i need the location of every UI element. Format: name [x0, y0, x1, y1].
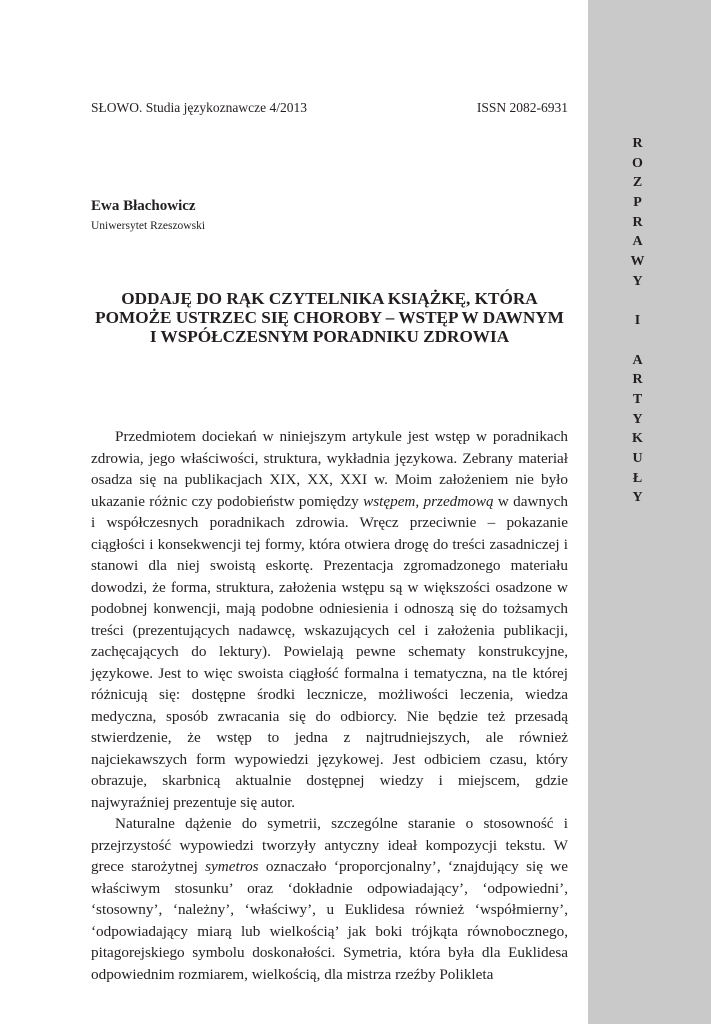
emphasis: przedmową — [423, 492, 494, 510]
sidebar-letter-gap — [588, 331, 687, 351]
sidebar-letter: Y — [632, 273, 643, 289]
section-sidebar — [588, 0, 711, 1024]
paragraph: Przedmiotem dociekań w niniejszym artykule jest wstęp w poradnikach zdrowia, jego właściwości, struktura, wykładnia językowa. Zebrany materiał osadza się na publikacjach XIX, XX, XXI w. Moim założeniem nie było ukazanie różnic czy podobieństw pomiędzy wstępem, przedmową w dawnych i współczesnych poradnikach zdrowia. Wręcz przeciwnie – pokazanie ciągłości i konsekwencji tej formy, która otwiera drogę do treści zasadniczej i stanowi dla niej swoistą eskortę. Prezentacja zgromadzonego materiału dowodzi, że forma, struktura, założenia wstępu są w większości osadzone w podobnej konwencji, mają podobne odniesienia i odnoszą się do tożsamych treści (prezentujących nadawcę, wskazujących cel i założenia publikacji, zachęcających do lektury). Powielają pewne schematy konstrukcyjne, językowe. Jest to więc swoista ciągłość formalna i tematyczna, na tle której różnicują się: dostępne środki lecznicze, możliwości leczenia, wiedza medyczna, sposób zwracania się do odbiorcy. Nie będzie też przesadą stwierdzenie, że wstęp to jedna z najtrudniejszych, ale również najciekawszych form wypowiedzi językowej. Jest odbiciem czasu, który obrazuje, skarbnicą aktualnie dostępnej wiedzy i miejscem, gdzie najwyraźniej prezentuje się autor. — [91, 428, 569, 811]
sidebar-letter: I — [634, 313, 641, 329]
sidebar-letter-gap — [588, 292, 687, 312]
sidebar-letter: Z — [632, 175, 643, 191]
article-body — [91, 426, 568, 985]
journal-name: SŁOWO. Studia językoznawcze 4/2013 — [91, 100, 307, 115]
article-title: ODDAJĘ DO RĄK CZYTELNIKA KSIĄŻKĘ, KTÓRA POMOŻE USTRZEC SIĘ CHOROBY – WSTĘP W DAWNYM I WSPÓŁCZESNYM PORADNIKU ZDROWIA — [95, 289, 564, 346]
sidebar-letter: K — [632, 431, 643, 447]
sidebar-letter: U — [632, 451, 643, 466]
sidebar-letter: R — [632, 136, 643, 151]
emphasis: wstępem — [363, 492, 416, 510]
sidebar-letter: R — [632, 214, 643, 230]
sidebar-letter: A — [632, 234, 643, 250]
section-label-rozprawy-i-artykuly — [588, 134, 687, 508]
sidebar-letter: Y — [632, 411, 643, 427]
emphasis: symetros — [205, 858, 259, 875]
sidebar-letter: A — [632, 352, 643, 368]
author-name: Ewa Błachowicz — [91, 198, 196, 214]
sidebar-letter: R — [632, 372, 643, 388]
sidebar-letter: Ł — [632, 470, 643, 486]
author-affiliation: Uniwersytet Rzeszowski — [91, 220, 206, 232]
sidebar-letter: T — [632, 391, 643, 407]
sidebar-letter: O — [632, 155, 643, 171]
sidebar-letter: Y — [632, 490, 643, 506]
issn: ISSN 2082-6931 — [476, 100, 568, 115]
sidebar-letter: W — [630, 254, 645, 270]
paragraph: Naturalne dążenie do symetrii, szczególne staranie o stosowność i przejrzystość wypowiedzi tworzyły antyczny ideał kompozycji tekstu. W grece starożytnej symetros oznaczało ‘proporcjonalny’, ‘znajdujący się we właściwym stosunku’ oraz ‘dokładnie odpowiadający’, ‘odpowiedni’, ‘stosowny’, ‘należny’, ‘właściwy’, u Euklidesa również ‘współmierny’, ‘odpowiadający miarą lub wielkością’ jak boki trójkąta równobocznego, pitagorejskiego symbolu doskonałości. Symetria, która była dla Euklidesa odpowiednim rozmiarem, wielkością, dla mistrza rzeźby Polikleta — [91, 815, 568, 983]
sidebar-letter: P — [633, 195, 642, 211]
